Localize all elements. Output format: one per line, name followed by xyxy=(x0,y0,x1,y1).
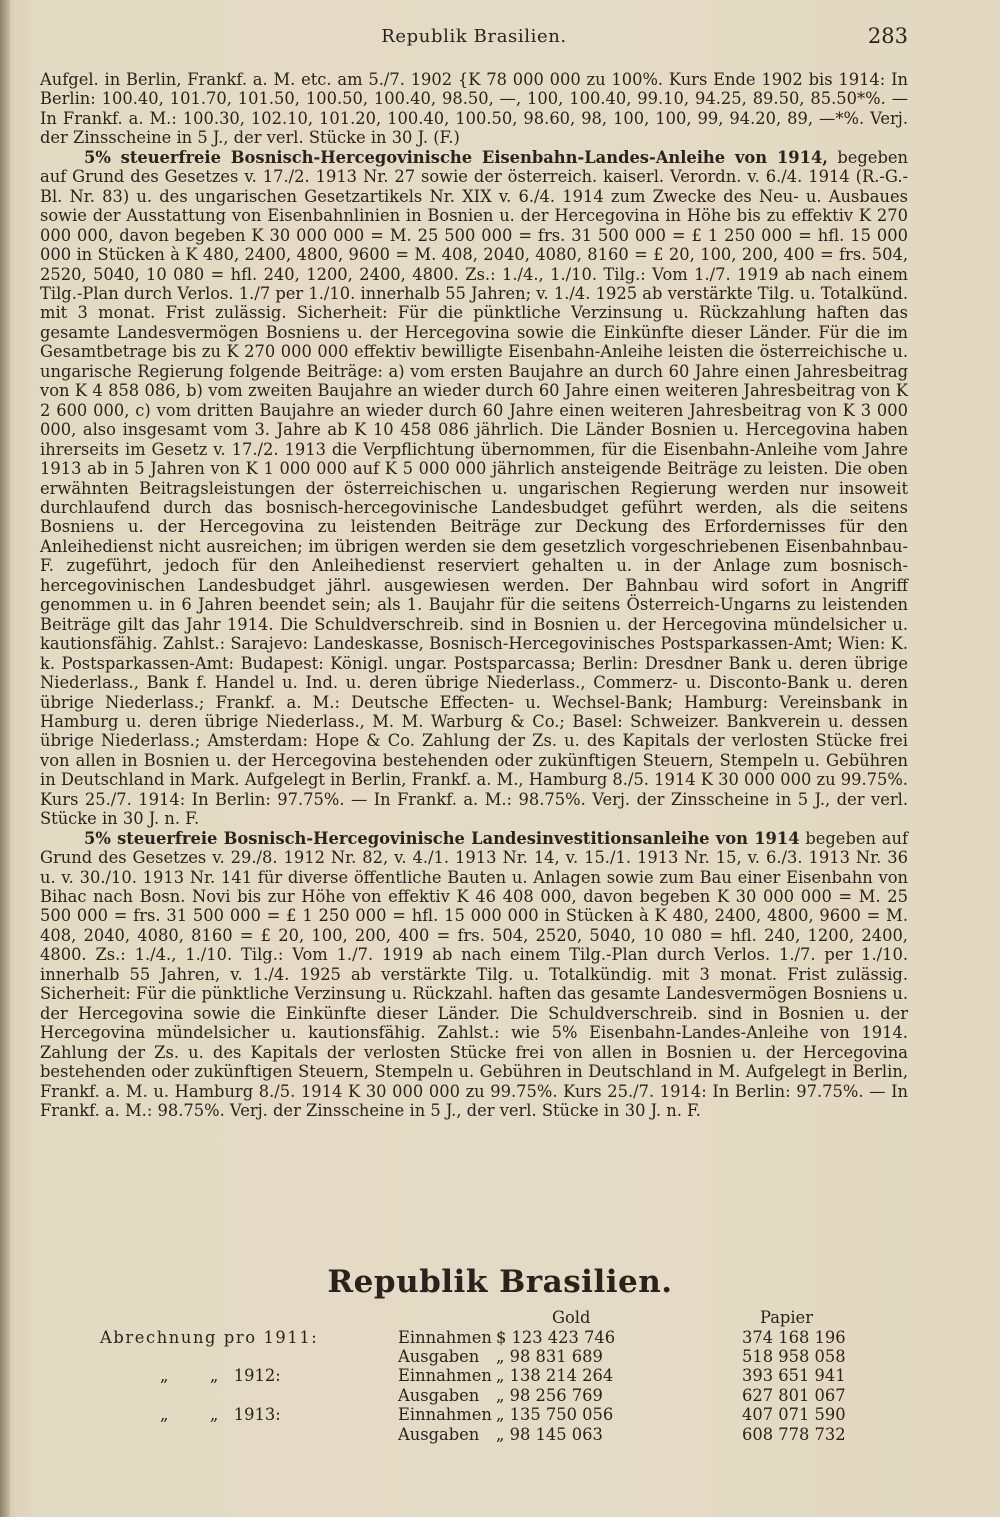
row-year-label: „ „ 1912: xyxy=(160,1366,281,1386)
row-year-label xyxy=(100,1424,398,1443)
bond-title: 5% steuerfreie Bosnisch-Hercegovinische Landesinvestitionsanleihe von 1914 xyxy=(84,828,800,848)
row-kind: Ausgaben xyxy=(398,1424,480,1444)
row-kind: Ausgaben xyxy=(398,1385,480,1405)
paragraph-text: Aufgel. in Berlin, Frankf. a. M. etc. am 5./7. 1902 {K 78 000 000 zu 100%. Kurs Ende 1902 bis 1914: In Berlin: 100.40, 101.70, 101.50, 100.50, 100.40, 98.50, —, 100, 100.40, 99.10, 94.25, 89.50, 85.50*%. — In Frankf. a. M.: 100.30, 102.10, 101.20, 100.40, 100.50, 98.60, 98, 100, 100, 99, 94.20, 89, —*%. Verj. der Zinsscheine in 5 J., der verl. Stücke in 30 J. (F.) xyxy=(40,70,908,148)
running-title: Republik Brasilien. xyxy=(381,26,567,47)
page-header xyxy=(40,26,908,52)
row-paper: 518 958 058 xyxy=(742,1346,846,1366)
table-row xyxy=(100,1347,910,1366)
row-paper: 393 651 941 xyxy=(742,1366,846,1386)
paragraph xyxy=(40,829,908,1121)
page-number: 283 xyxy=(867,24,908,48)
table-row xyxy=(100,1405,910,1424)
section-title: Republik Brasilien. xyxy=(327,1264,673,1300)
row-year-label xyxy=(100,1386,398,1405)
row-gold: „ 98 256 769 xyxy=(496,1385,603,1405)
paragraph-text: begeben auf Grund des Gesetzes v. 17./2. 1913 Nr. 27 sowie der österreich. kaiserl. Verordn. v. 6./4. 1914 (R.-G.-Bl. Nr. 83) u. des ungarischen Gesetzartikels Nr. XIX v. 6./4. 1914 zum Zwecke des Neu- u. Ausbaues sowie der Ausstattung von Eisenbahnlinien in Bosnien u. der Hercegovina in Höhe bis zu effektiv K 270 000 000, davon begeben K 30 000 000 = M. 25 500 000 = frs. 31 500 000 = £ 1 250 000 = hfl. 15 000 000 in Stücken à K 480, 2400, 4800, 9600 = M. 408, 2040, 4080, 8160 = £ 20, 100, 200, 400 = frs. 504, 2520, 5040, 10 080 = hfl. 240, 1200, 2400, 4800. Zs.: 1./4., 1./10. Tilg.: Vom 1./7. 1919 ab nach einem Tilg.-Plan durch Verlos. 1./7 per 1./10. innerhalb 55 Jahren; v. 1./4. 1925 ab verstärkte Tilg. u. Totalkünd. mit 3 monat. Frist zulässig. Sicherheit: Für die pünktliche Verzinsung u. Rückzahlung haften das gesamte Landesvermögen Bosniens u. der Hercegovina sowie die Einkünfte dieser Länder. Für die im Gesamtbetrage bis zu K 270 000 000 effektiv bewilligte Eisenbahn-Anleihe leisten die österreichische u. ungarische Regierung folgende Beiträge: a) vom ersten Baujahre an durch 60 Jahre einen Jahresbeitrag von K 4 858 086, b) vom zweiten Baujahre an wieder durch 60 Jahre einen weiteren Jahresbeitrag von K 2 600 000, c) vom dritten Baujahre an wieder durch 60 Jahre einen weiteren Jahresbeitrag von K 3 000 000, also insgesamt vom 3. Jahre ab K 10 458 086 jährlich. Die Länder Bosnien u. Hercegovina haben ihrerseits im Gesetz v. 17./2. 1913 die Verpflichtung übernommen, für die Eisenbahn-Anleihe vom Jahre 1913 ab in 5 Jahren von K 1 000 000 auf K 5 000 000 jährlich ansteigende Beiträge zu leisten. Die oben erwähnten Beitragsleistungen der österreichischen u. ungarischen Regierung werden nur insoweit durchlaufend durch das bosnisch-hercegovinische Landesbudget geführt werden, als die seitens Bosniens u. der Hercegovina zu leistenden Beiträge zur Deckung des Erfordernisses für den Anleihedienst nicht ausreichen; im übrigen werden sie dem gesetzlich vorgeschriebenen Eisenbahnbau-F. zugeführt, jedoch für den Anleihedienst reserviert gehalten u. in der Anlage zum bosnisch-hercegovinischen Landesbudget jährl. ausgewiesen werden. Der Bahnbau wird sofort in Angriff genommen u. in 6 Jahren beendet sein; als 1. Baujahr für die seitens Österreich-Ungarns zu leistenden Beiträge gilt das Jahr 1914. Die Schuldverschreib. sind in Bosnien u. der Hercegovina mündelsicher u. kautionsfähig. Zahlst.: Sarajevo: Landeskasse, Bosnisch-Hercegovinisches Postsparkassen-Amt; Wien: K. k. Postsparkassen-Amt: Budapest: Königl. ungar. Postsparcassa; Berlin: Dresdner Bank u. deren übrige Niederlass., Bank f. Handel u. Ind. u. deren übrige Niederlass., Commerz- u. Disconto-Bank u. deren übrige Niederlass.; Frankf. a. M.: Deutsche Effecten- u. Wechsel-Bank; Hamburg: Vereinsbank in Hamburg u. deren übrige Niederlass., M. M. Warburg & Co.; Basel: Schweizer. Bankverein u. dessen übrige Niederlass.; Amsterdam: Hope & Co. Zahlung der Zs. u. des Kapitals der verlosten Stücke frei von allen in Bosnien u. der Hercegovina bestehenden oder zukünftigen Steuern, Stempeln u. Gebühren in Deutschland in Mark. Aufgelegt in Berlin, Frankf. a. M., Hamburg 8./5. 1914 K 30 000 000 zu 99.75%. Kurs 25./7. 1914: In Berlin: 97.75%. — In Frankf. a. M.: 98.75%. Verj. der Zinsscheine in 5 J., der verl. Stücke in 30 J. n. F. xyxy=(40,147,908,829)
bond-prior-tail xyxy=(40,70,908,148)
row-gold: $ 123 423 746 xyxy=(496,1327,616,1347)
bond-title: 5% steuerfreie Bosnisch-Hercegovinische Eisenbahn-Landes-Anleihe von 1914, xyxy=(84,147,828,167)
row-kind: Einnahmen xyxy=(398,1366,492,1386)
paragraph-text: begeben auf Grund des Gesetzes v. 29./8. 1912 Nr. 82, v. 4./1. 1913 Nr. 14, v. 15./1. 1913 Nr. 15, v. 6./3. 1913 Nr. 36 u. v. 30./10. 1913 Nr. 141 für diverse öffentliche Bauten u. Anlagen sowie zum Bau einer Eisenbahn von Bihac nach Bosn. Novi bis zur Höhe von effektiv K 46 408 000, davon begeben K 30 000 000 = M. 25 500 000 = frs. 31 500 000 = £ 1 250 000 = hfl. 15 000 000 in Stücken à K 480, 2400, 4800, 9600 = M. 408, 2040, 4080, 8160 = £ 20, 100, 200, 400 = frs. 504, 2520, 5040, 10 080 = hfl. 240, 1200, 2400, 4800. Zs.: 1./4., 1./10. Tilg.: Vom 1./7. 1919 ab nach einem Tilg.-Plan durch Verlos. 1./7. per 1./10. innerhalb 55 Jahren, v. 1./4. 1925 ab verstärkte Tilg. u. Totalkündig. mit 3 monat. Frist zulässig. Sicherheit: Für die pünktliche Verzinsung u. Rückzahl. haften das gesamte Landesvermögen Bosniens u. der Hercegovina sowie die Einkünfte dieser Länder. Die Schuldverschreib. sind in Bosnien u. der Hercegovina mündelsicher u. kautionsfähig. Zahlst.: wie 5% Eisenbahn-Landes-Anleihe von 1914. Zahlung der Zs. u. des Kapitals der verlosten Stücke frei von allen in Bosnien u. der Hercegovina bestehenden oder zukünftigen Steuern, Stempeln u. Gebühren in Deutschland in M. Aufgelegt in Berlin, Frankf. a. M. u. Hamburg 8./5. 1914 K 30 000 000 zu 99.75%. Kurs 25./7. 1914: In Berlin: 97.75%. — In Frankf. a. M.: 98.75%. Verj. der Zinsscheine in 5 J., der verl. Stücke in 30 J. n. F. xyxy=(40,828,908,1121)
row-kind: Einnahmen xyxy=(398,1327,492,1347)
bond-eisenbahn-1914 xyxy=(40,148,908,829)
budget-table xyxy=(100,1308,910,1444)
row-gold: „ 138 214 264 xyxy=(496,1366,614,1386)
bond-landesinvestition-1914 xyxy=(40,829,908,1121)
table-row xyxy=(100,1386,910,1405)
row-gold: „ 98 145 063 xyxy=(496,1424,603,1444)
row-year-label xyxy=(100,1347,398,1366)
table-row xyxy=(100,1424,910,1443)
table-header-row xyxy=(100,1308,910,1327)
row-paper: 608 778 732 xyxy=(742,1424,846,1444)
row-kind: Ausgaben xyxy=(398,1346,480,1366)
row-paper: 374 168 196 xyxy=(742,1327,846,1347)
column-header-gold: Gold xyxy=(552,1308,591,1328)
row-gold: „ 135 750 056 xyxy=(496,1405,614,1425)
row-kind: Einnahmen xyxy=(398,1405,492,1425)
column-header-paper: Papier xyxy=(760,1308,813,1328)
table-row xyxy=(100,1327,910,1346)
row-paper: 407 071 590 xyxy=(742,1405,846,1425)
table-row xyxy=(100,1366,910,1385)
row-paper: 627 801 067 xyxy=(742,1385,846,1405)
page-body xyxy=(40,70,908,1120)
row-year-label: Abrechnung pro 1911: xyxy=(100,1327,319,1347)
row-gold: „ 98 831 689 xyxy=(496,1346,603,1366)
paragraph xyxy=(40,148,908,829)
row-year-label: „ „ 1913: xyxy=(160,1405,281,1425)
